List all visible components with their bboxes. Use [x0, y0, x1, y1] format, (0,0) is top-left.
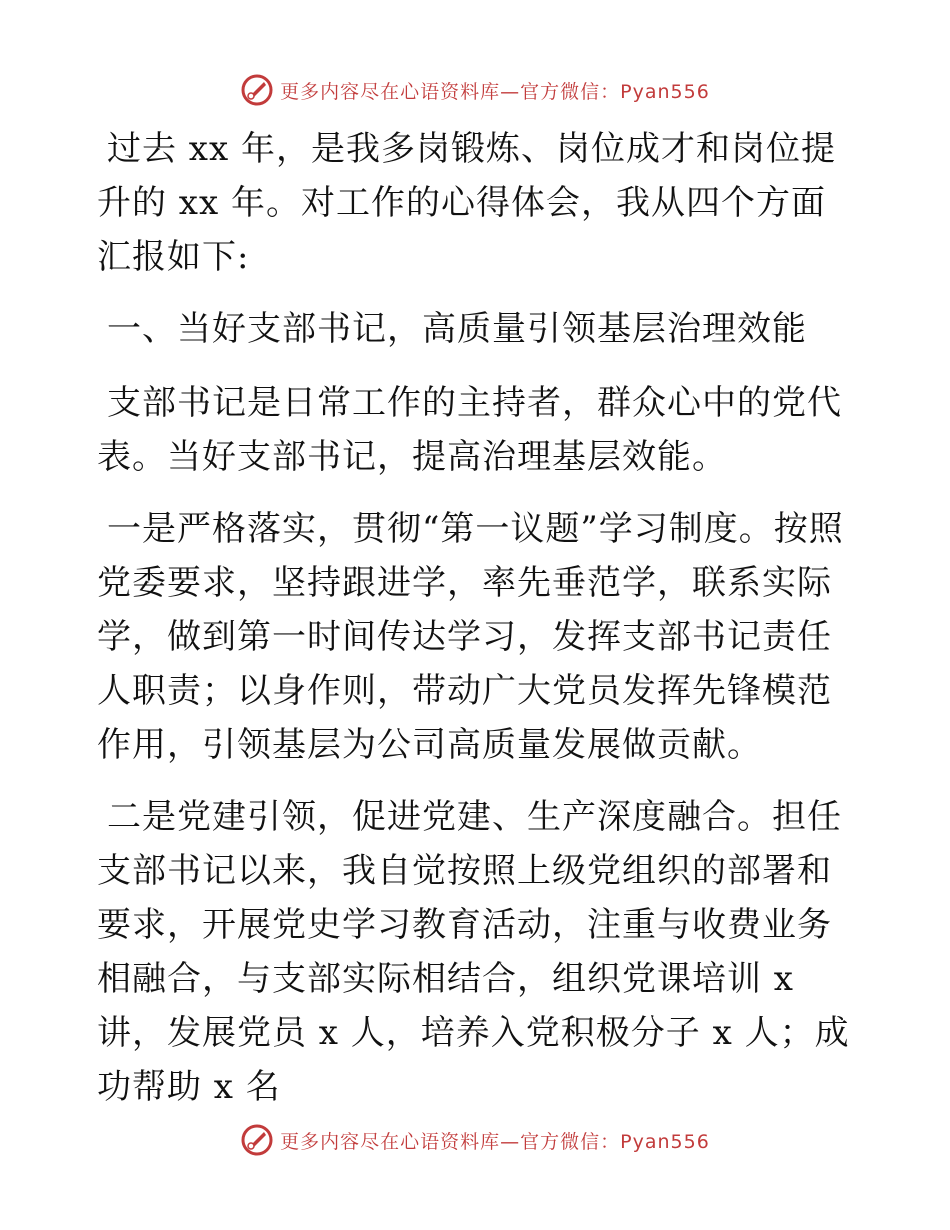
page-header	[0, 70, 950, 110]
quill-logo-icon	[240, 1123, 274, 1157]
page-footer	[0, 1120, 950, 1160]
header-wechat-id: Pyan556	[620, 80, 710, 103]
quill-logo-icon	[240, 73, 274, 107]
header-banner-text: 更多内容尽在心语资料库—官方微信：Pyan556	[280, 80, 710, 103]
section-heading-1: 一、当好支部书记，高质量引领基层治理效能	[107, 309, 807, 349]
section1-paragraph-2: 一是严格落实，贯彻“第一议题”学习制度。按照党委要求，坚持跟进学，率先垂范学，联系实际学，做到第一时间传达学习，发挥支部书记责任人职责；以身作则，带动广大党员发挥先锋模范作用，引领基层为公司高质量发展做贡献。	[97, 509, 844, 765]
document-body	[97, 122, 857, 1132]
footer-banner-text: 更多内容尽在心语资料库—官方微信：Pyan556	[280, 1130, 710, 1153]
section1-paragraph-1: 支部书记是日常工作的主持者，群众心中的党代表。当好支部书记，提高治理基层效能。	[97, 383, 842, 477]
section1-paragraph-3: 二是党建引领，促进党建、生产深度融合。担任支部书记以来，我自觉按照上级党组织的部署和要求，开展党史学习教育活动，注重与收费业务相融合，与支部实际相结合，组织党课培训 x 讲，发展党员 x 人，培养入党积极分子 x 人；成功帮助 x 名	[97, 797, 850, 1107]
footer-wechat-id: Pyan556	[620, 1130, 710, 1153]
intro-paragraph: 过去 xx 年，是我多岗锻炼、岗位成才和岗位提升的 xx 年。对工作的心得体会，我从四个方面汇报如下:	[97, 129, 836, 277]
